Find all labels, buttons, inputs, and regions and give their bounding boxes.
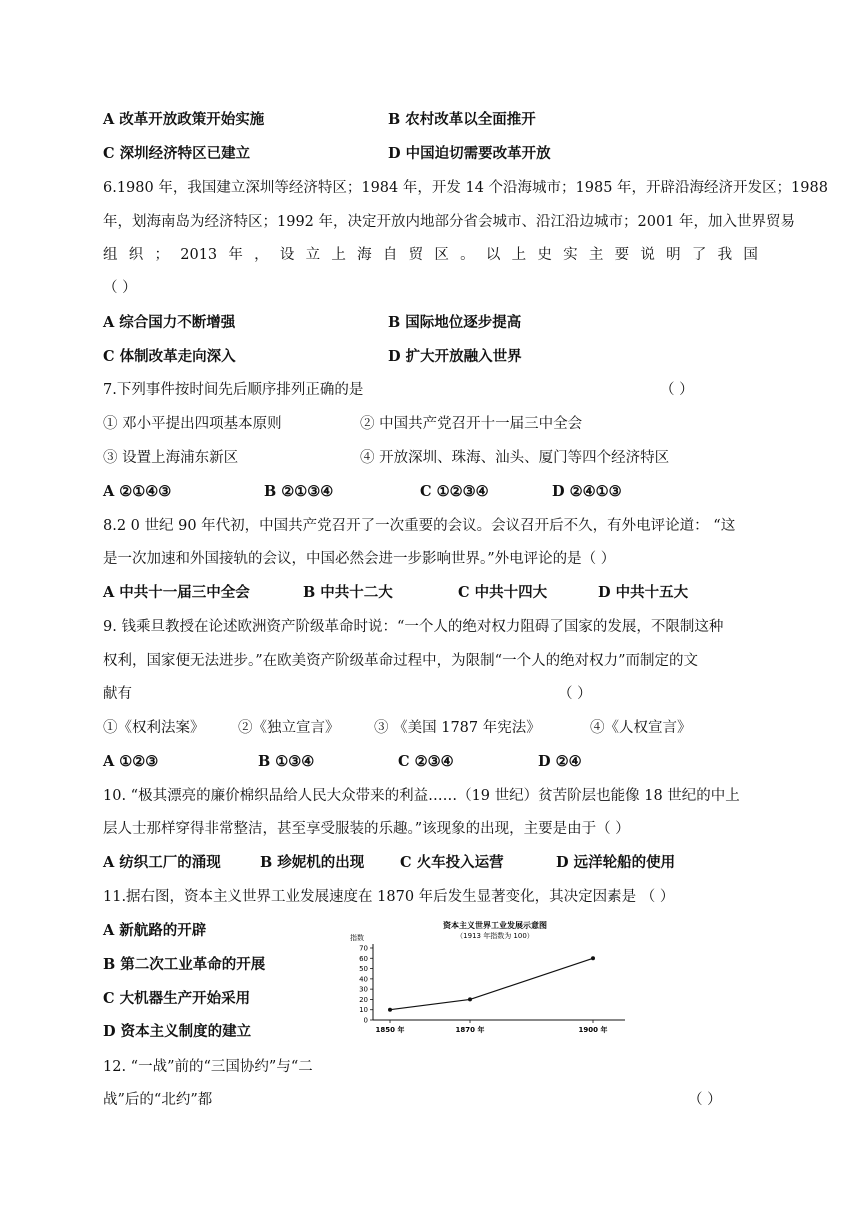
q12-answer-paren: （ ） [688,1092,722,1108]
q7-stem: 7.下列事件按时间先后顺序排列正确的是 [103,382,364,398]
q6-line3-token: 史 [537,247,552,263]
q7-option-d: D ②④①③ [552,483,622,500]
chart-x-tick-label: 1870 年 [455,1026,485,1034]
chart-subtitle: （1913 年指数为 100） [456,932,534,940]
chart-y-tick-label: 30 [359,985,368,994]
chart-y-tick-label: 0 [363,1016,368,1025]
q6-line3-token: 了 [691,247,707,263]
q11-option-b: B 第二次工业革命的开展 [103,956,266,973]
q10-option-a: A 纺织工厂的涌现 [103,854,221,871]
q10-option-c: C 火车投入运营 [400,854,504,871]
q7-option-b: B ②①③④ [264,483,334,500]
q6-option-d: D 扩大开放融入世界 [388,348,522,365]
industrial-development-chart [335,918,635,1038]
q6-line3-token: 设 [279,247,295,263]
q6-line3-token: 区 [434,247,449,263]
q10-option-d: D 远洋轮船的使用 [556,854,676,871]
q8-option-c: C 中共十四大 [458,584,548,601]
chart-y-tick-label: 70 [359,944,368,953]
chart-x-tick-label: 1900 年 [578,1026,608,1034]
q12-stem-line2: 战”后的“北约”都 [103,1092,213,1108]
chart-title: 资本主义世界工业发展示意图 [443,921,547,930]
q7-event-2: ② 中国共产党召开十一届三中全会 [360,416,583,432]
q10-stem-line2: 层人士那样穿得非常整洁，甚至享受服装的乐趣。”该现象的出现，主要是由于（ ） [103,821,630,837]
q6-line3-token: 以 [485,247,501,263]
q11-stem: 11.据右图，资本主义世界工业发展速度在 1870 年后发生显著变化，其决定因素是 （ ） [103,889,675,905]
chart-y-tick-label: 10 [359,1006,368,1015]
chart-x-tick-label: 1850 年 [375,1026,405,1034]
q6-line3-token: 实 [563,247,578,263]
q8-option-b: B 中共十二大 [303,584,393,601]
q5-option-b: B 农村改革以全面推开 [388,111,536,128]
q11-option-d: D 资本主义制度的建立 [103,1023,252,1040]
q6-line3-token: 海 [357,247,372,263]
chart-axes [373,944,625,1020]
q6-line3-token: 年 [228,247,243,263]
q9-stem-line2: 权利，国家便无法进步。”在欧美资产阶级革命过程中，为限制“一个人的绝对权力”而制定的文 [103,653,698,669]
q5-option-d: D 中国迫切需要改革开放 [388,145,551,162]
q10-stem-line1: 10. “极其漂亮的廉价棉织品给人民大众带来的利益……（19 世纪）贫苦阶层也能像 18 世纪的中上 [103,788,740,804]
q9-stem-line1: 9. 钱乘旦教授在论述欧洲资产阶级革命时说：“一个人的绝对权力阻碍了国家的发展，不限制这种 [103,619,724,635]
q6-answer-paren: （ ） [103,280,137,296]
q7-option-a: A ②①④③ [103,483,172,500]
q7-option-c: C ①②③④ [420,483,489,500]
q6-line3-token: 立 [305,247,321,263]
q9-document-1: ①《权利法案》 [103,720,205,736]
q6-line3-token: 要 [614,247,630,263]
q9-document-2: ②《独立宣言》 [238,720,340,736]
q6-line3-token: 上 [511,247,527,263]
chart-y-tick-label: 20 [359,995,368,1004]
q11-option-c: C 大机器生产开始采用 [103,990,251,1007]
q6-line3-token: 主 [588,247,604,263]
q6-option-a: A 综合国力不断增强 [103,314,236,331]
q6-line3-token: 说 [640,247,655,263]
q6-stem-line1: 6.1980 年，我国建立深圳等经济特区；1984 年，开发 14 个沿海城市；1985 年，开辟沿海经济开发区；1988 [103,180,828,196]
q9-answer-paren: （ ） [558,686,592,702]
q6-line3-token: 。 [460,247,475,263]
q6-line3-token: ； [154,247,169,263]
q6-line3-token: 组 [103,247,118,263]
q6-line3-token: 2013 [180,247,218,263]
chart-y-axis-label: 指数 [350,934,364,942]
chart-data-point [468,997,472,1001]
q6-stem-line3 [103,245,758,265]
q6-option-c: C 体制改革走向深入 [103,348,236,365]
q9-stem-line3: 献有 [103,686,132,702]
q7-event-1: ① 邓小平提出四项基本原则 [103,416,282,432]
q9-document-3: ③ 《美国 1787 年宪法》 [374,720,541,736]
q6-line3-token: 自 [382,247,398,263]
q11-option-a: A 新航路的开辟 [103,922,207,939]
chart-y-tick-label: 40 [359,975,368,984]
q6-line3-token: 贸 [408,247,424,263]
q7-event-4: ④ 开放深圳、珠海、汕头、厦门等四个经济特区 [360,450,670,466]
q10-option-b: B 珍妮机的出现 [260,854,365,871]
q8-option-d: D 中共十五大 [598,584,689,601]
q6-stem-line2: 年，划海南岛为经济特区；1992 年，决定开放内地部分省会城市、沿江沿边城市；2001 年，加入世界贸易 [103,214,796,230]
q8-stem-line1: 8.2 0 世纪 90 年代初，中国共产党召开了一次重要的会议。会议召开后不久，有外电评论道： “这 [103,518,736,534]
q6-line3-token: 国 [743,247,758,263]
chart-x-ticks [376,1020,608,1034]
q6-line3-token: ， [254,247,269,263]
q9-document-4: ④《人权宣言》 [590,720,692,736]
q6-line3-token: 我 [717,247,733,263]
q7-answer-paren: （ ） [660,382,694,398]
q9-option-a: A ①②③ [103,753,159,770]
chart-series-line [390,958,593,1009]
q8-option-a: A 中共十一届三中全会 [103,584,250,601]
chart-data-point [591,956,595,960]
chart-svg [335,918,635,1038]
chart-series [388,956,595,1011]
chart-y-tick-label: 50 [359,965,368,974]
q5-option-a: A 改革开放政策开始实施 [103,111,265,128]
q12-stem-line1: 12. “一战”前的“三国协约”与“二 [103,1059,313,1075]
chart-data-point [388,1008,392,1012]
q9-option-b: B ①③④ [258,753,315,770]
chart-y-tick-label: 60 [359,954,368,963]
q5-option-c: C 深圳经济特区已建立 [103,145,251,162]
q6-line3-token: 上 [331,247,346,263]
q9-option-d: D ②④ [538,753,582,770]
q7-event-3: ③ 设置上海浦东新区 [103,450,239,466]
q9-option-c: C ②③④ [398,753,454,770]
q6-line3-token: 明 [666,247,681,263]
chart-y-ticks [359,945,373,1025]
q6-option-b: B 国际地位逐步提高 [388,314,522,331]
q6-line3-token: 织 [128,247,144,263]
q8-stem-line2: 是一次加速和外国接轨的会议，中国必然会进一步影响世界。”外电评论的是（ ） [103,551,616,567]
